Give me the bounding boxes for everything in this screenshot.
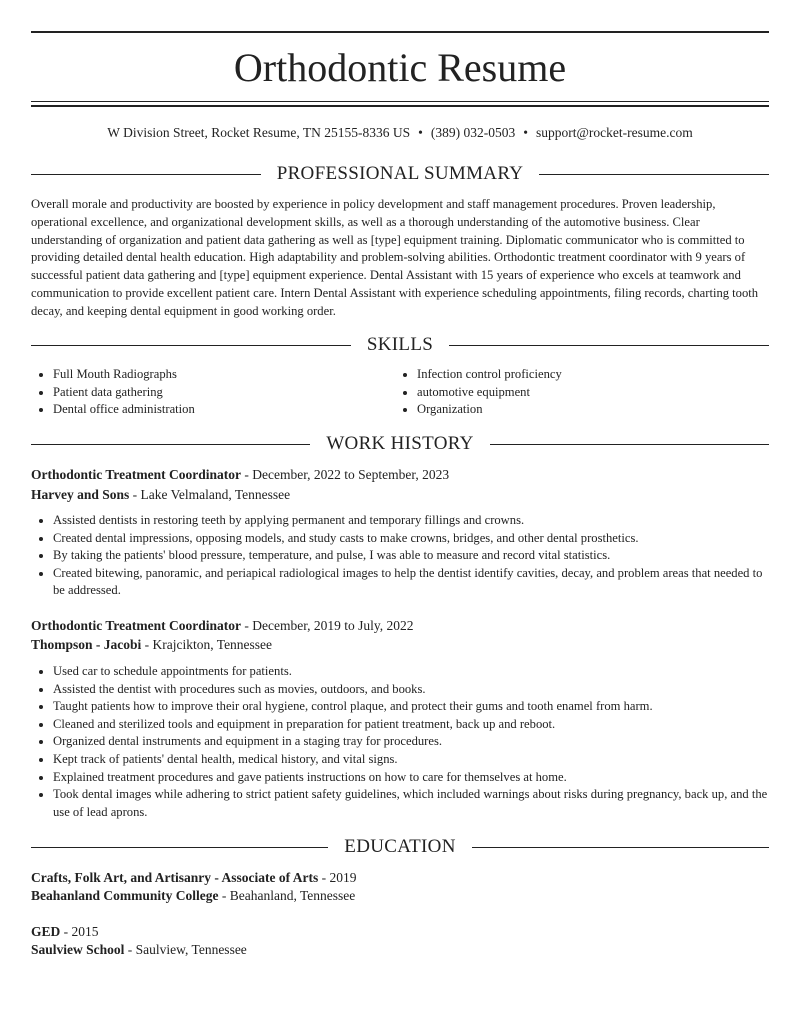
school-location: - Beahanland, Tennessee [218, 888, 356, 903]
company-location: - Lake Velmaland, Tennessee [129, 487, 291, 502]
job-bullets [31, 512, 769, 600]
company-line [31, 636, 769, 654]
section-title: PROFESSIONAL SUMMARY [276, 163, 524, 184]
summary-heading [31, 163, 769, 185]
skill-item: • Infection control proficiency [417, 366, 765, 384]
list-item: • Created bitewing, panoramic, and periapical radiological images to help the dentist identify cavities, decay, and problem areas that needed to be addressed. [53, 565, 769, 600]
section-title: EDUCATION [344, 836, 456, 857]
top-rule [31, 31, 769, 33]
degree-line [31, 923, 769, 941]
divider [31, 174, 261, 175]
list-item: • Taught patients how to improve their oral hygiene, control plaque, and protect their gums and tooth enamel from harm. [53, 698, 769, 716]
summary-text: Overall morale and productivity are boosted by experience in policy development and staff management procedures. Proven leadership, operational excellence, and organizational development skills, as well as a thorough understanding of the automotive business. Clear understanding of organization and patient data gathering as well as [type] equipment training. Diplomatic communicator who is committed to providing detailed dental health education. High adaptability and problem-solving abilities. Orthodontic treatment coordinator with 9 years of successful patient data gathering and [type] equipment experience. Dental Assistant with 15 years of experience who excels at teamwork and communication to provide excellent patient care. Intern Dental Assistant with experience scheduling appointments, filing records, charting tooth decay, and keeping dental equipment in good working order. [31, 197, 759, 318]
company-name: Thompson - Jacobi [31, 637, 142, 652]
list-item: • Created dental impressions, opposing models, and study casts to make crowns, bridges, and other dental prosthetics. [53, 530, 769, 548]
separator: • [523, 125, 528, 140]
divider [31, 444, 310, 445]
education-heading [31, 836, 769, 858]
degree-line [31, 869, 769, 887]
job-title-line [31, 466, 769, 484]
list-item: • Explained treatment procedures and gave patients instructions on how to care for themselves at home. [53, 769, 769, 787]
list-item: • Organized dental instruments and equipment in a staging tray for procedures. [53, 733, 769, 751]
section-title: WORK HISTORY [326, 433, 474, 454]
phone[interactable]: (389) 032-0503 [430, 125, 516, 140]
company-line [31, 486, 769, 504]
divider [472, 847, 769, 848]
degree-name: GED [31, 924, 61, 939]
job-title-line [31, 617, 769, 635]
company-name: Harvey and Sons [31, 487, 130, 502]
list-item: • Took dental images while adhering to strict patient safety guidelines, which included warnings about risks during pregnancy, back up, and the use of lead aprons. [53, 786, 769, 821]
skill-item: • Organization [417, 401, 765, 419]
separator: • [418, 125, 423, 140]
school-name: Beahanland Community College [31, 888, 219, 903]
school-name: Saulview School [31, 942, 125, 957]
skill-item: • Dental office administration [53, 401, 391, 419]
skills-heading [31, 334, 769, 356]
list-item: • Cleaned and sterilized tools and equipment in preparation for patient treatment, back up and reboot. [53, 716, 769, 734]
double-rule [31, 101, 769, 107]
degree-name: Crafts, Folk Art, and Artisanry - Associate of Arts [31, 870, 319, 885]
degree-year: - 2015 [60, 924, 99, 939]
school-line [31, 887, 769, 905]
list-item: • Kept track of patients' dental health, medical history, and vital signs. [53, 751, 769, 769]
skill-item: • automotive equipment [417, 384, 765, 402]
list-item: • Assisted the dentist with procedures such as movies, outdoors, and books. [53, 681, 769, 699]
list-item: • Used car to schedule appointments for patients. [53, 663, 769, 681]
skills-right [395, 366, 765, 419]
section-title: SKILLS [366, 334, 434, 355]
school-location: - Saulview, Tennessee [124, 942, 247, 957]
work-heading [31, 433, 769, 455]
list-item: • By taking the patients' blood pressure, temperature, and pulse, I was able to measure and record vital statistics. [53, 547, 769, 565]
school-line [31, 941, 769, 959]
job-bullets [31, 663, 769, 821]
list-item: • Assisted dentists in restoring teeth by applying permanent and temporary fillings and crowns. [53, 512, 769, 530]
contact-line [31, 124, 769, 142]
degree-year: - 2019 [318, 870, 357, 885]
divider [490, 444, 769, 445]
divider [449, 345, 769, 346]
divider [31, 345, 351, 346]
skills-left [31, 366, 391, 419]
skill-item: • Patient data gathering [53, 384, 391, 402]
address: W Division Street, Rocket Resume, TN 25155-8336 US [107, 125, 411, 140]
job-title: Orthodontic Treatment Coordinator [31, 467, 241, 482]
company-location: - Krajcikton, Tennessee [141, 637, 273, 652]
skill-item: • Full Mouth Radiographs [53, 366, 391, 384]
job-dates: - December, 2019 to July, 2022 [240, 618, 414, 633]
divider [31, 847, 328, 848]
divider [539, 174, 769, 175]
email[interactable]: support@rocket-resume.com [535, 125, 693, 140]
job-dates: - December, 2022 to September, 2023 [240, 467, 450, 482]
job-title: Orthodontic Treatment Coordinator [31, 618, 241, 633]
resume-title: Orthodontic Resume [233, 45, 567, 90]
